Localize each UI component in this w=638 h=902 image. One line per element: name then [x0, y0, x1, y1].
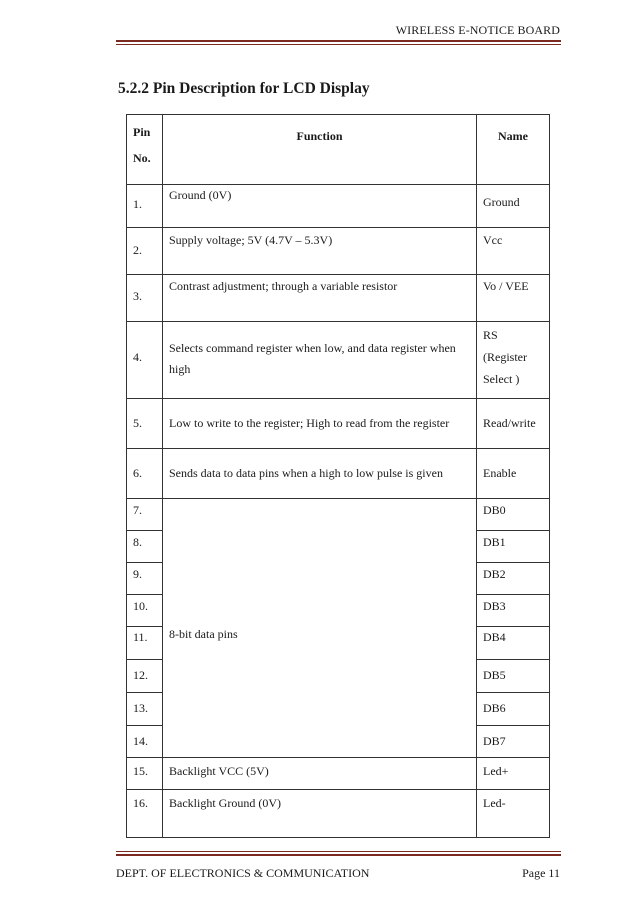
- name-cell: DB1: [477, 531, 550, 563]
- name-cell: DB3: [477, 595, 550, 627]
- data-pins-function-cell: 8-bit data pins: [163, 499, 477, 758]
- footer-rule-thick: [116, 854, 561, 856]
- header-pin-line1: Pin: [133, 125, 151, 139]
- name-cell: Read/write: [477, 399, 550, 449]
- table-row: [127, 790, 550, 838]
- name-line: RS: [483, 328, 498, 342]
- pin-cell: 6.: [127, 449, 163, 499]
- header-pin-no: [127, 115, 163, 185]
- name-cell: Led-: [477, 790, 550, 838]
- function-cell: Low to write to the register; High to read from the register: [163, 399, 477, 449]
- pin-cell: 1.: [127, 185, 163, 228]
- function-cell: Backlight VCC (5V): [163, 758, 477, 790]
- function-cell: Ground (0V): [163, 185, 477, 228]
- pin-cell: 4.: [127, 322, 163, 399]
- name-line: (Register: [483, 350, 527, 364]
- name-cell: Led+: [477, 758, 550, 790]
- header-title: WIRELESS E-NOTICE BOARD: [395, 23, 560, 37]
- function-cell: Contrast adjustment; through a variable resistor: [163, 275, 477, 322]
- pin-cell: 7.: [127, 499, 163, 531]
- table-row: [127, 399, 550, 449]
- function-cell: Selects command register when low, and data register when high: [163, 322, 477, 399]
- name-line: Select ): [483, 372, 520, 386]
- name-cell: DB7: [477, 726, 550, 758]
- table-row: [127, 449, 550, 499]
- name-cell: Enable: [477, 449, 550, 499]
- pin-cell: 5.: [127, 399, 163, 449]
- header-name: Name: [477, 115, 550, 185]
- name-cell: DB0: [477, 499, 550, 531]
- name-cell: Vo / VEE: [477, 275, 550, 322]
- name-cell: DB2: [477, 563, 550, 595]
- header-pin-line2: No.: [133, 151, 151, 165]
- pin-cell: 12.: [127, 660, 163, 693]
- header-rule-thick: [116, 40, 561, 42]
- name-cell: DB6: [477, 693, 550, 726]
- pin-cell: 11.: [127, 627, 163, 660]
- pin-cell: 8.: [127, 531, 163, 563]
- pin-cell: 10.: [127, 595, 163, 627]
- header-rule-thin: [116, 44, 561, 45]
- table-row: [127, 758, 550, 790]
- pin-cell: 2.: [127, 228, 163, 275]
- section-title: 5.2.2 Pin Description for LCD Display: [118, 80, 370, 97]
- function-cell: Supply voltage; 5V (4.7V – 5.3V): [163, 228, 477, 275]
- pin-cell: 3.: [127, 275, 163, 322]
- header-function: Function: [163, 115, 477, 185]
- pin-cell: 15.: [127, 758, 163, 790]
- function-cell: Sends data to data pins when a high to low pulse is given: [163, 449, 477, 499]
- footer-rule-thin: [116, 851, 561, 852]
- pin-cell: 13.: [127, 693, 163, 726]
- name-cell: Ground: [477, 185, 550, 228]
- table-row: [127, 228, 550, 275]
- footer-department: DEPT. OF ELECTRONICS & COMMUNICATION: [116, 866, 370, 880]
- table-row: [127, 499, 550, 531]
- table-row: [127, 185, 550, 228]
- pin-cell: 14.: [127, 726, 163, 758]
- name-cell: Vcc: [477, 228, 550, 275]
- function-cell: Backlight Ground (0V): [163, 790, 477, 838]
- pin-description-table: [126, 114, 550, 838]
- table-header-row: [127, 115, 550, 185]
- name-cell: DB4: [477, 627, 550, 660]
- name-cell: [477, 322, 550, 399]
- table-row: [127, 275, 550, 322]
- footer-page-number: Page 11: [522, 866, 560, 880]
- pin-cell: 16.: [127, 790, 163, 838]
- name-cell: DB5: [477, 660, 550, 693]
- pin-cell: 9.: [127, 563, 163, 595]
- table-row: [127, 322, 550, 399]
